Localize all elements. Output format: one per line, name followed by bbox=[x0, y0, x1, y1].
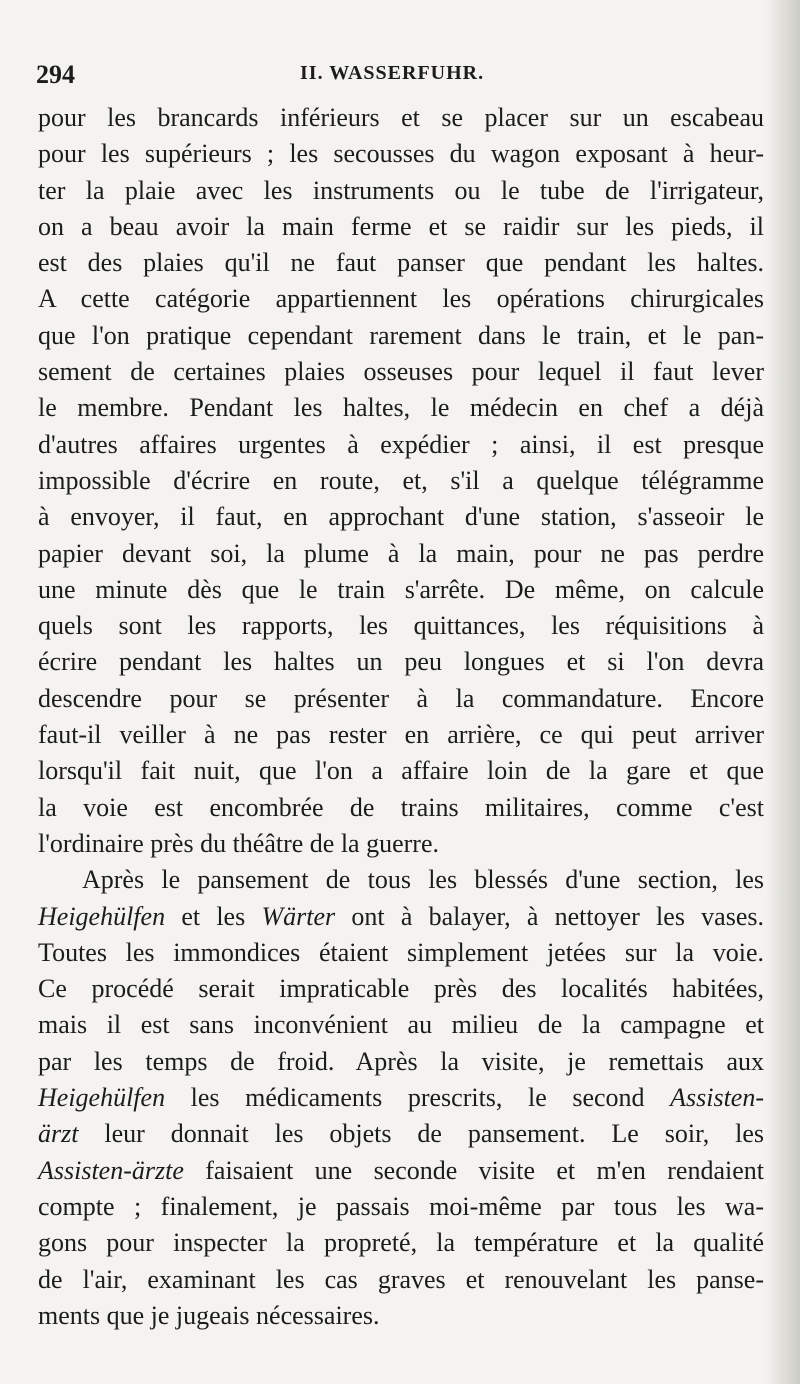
text-line: compte ; finalement, je passais moi-même par tous les wa- bbox=[38, 1191, 764, 1221]
text-line: Après le pansement de tous les blessés d'une section, les bbox=[82, 865, 764, 895]
text-line: une minute dès que le train s'arrête. De même, on calcule bbox=[38, 574, 764, 604]
text-line bbox=[38, 1153, 764, 1189]
text-line: écrire pendant les haltes un peu longues et si l'on devra bbox=[38, 647, 764, 677]
text-line: impossible d'écrire en route, et, s'il a quelque télégramme bbox=[38, 465, 764, 495]
italic-term: Wärter bbox=[261, 901, 336, 931]
italic-term: Heigehülfen bbox=[38, 901, 166, 931]
text-line: on a beau avoir la main ferme et se raidir sur les pieds, il bbox=[38, 211, 764, 241]
text-line: de l'air, examinant les cas graves et renouvelant les panse- bbox=[38, 1264, 764, 1294]
text-line: Toutes les immondices étaient simplement jetées sur la voie. bbox=[38, 937, 764, 967]
text-run: leur donnait les objets de pansement. Le soir, les bbox=[78, 1119, 764, 1149]
text-line: est des plaies qu'il ne faut panser que pendant les haltes. bbox=[38, 248, 764, 278]
text-line: d'autres affaires urgentes à expédier ; ainsi, il est presque bbox=[38, 429, 764, 459]
text-line: papier devant soi, la plume à la main, pour ne pas perdre bbox=[38, 538, 764, 568]
italic-term: ärzt bbox=[38, 1119, 79, 1149]
text-line: la voie est encombrée de trains militaires, comme c'est bbox=[38, 792, 764, 822]
text-line: que l'on pratique cependant rarement dans le train, et le pan- bbox=[38, 320, 764, 350]
text-line: mais il est sans inconvénient au milieu de la campagne et bbox=[38, 1010, 764, 1040]
text-line: A cette catégorie appartiennent les opérations chirurgicales bbox=[38, 284, 764, 314]
text-line: gons pour inspecter la propreté, la température et la qualité bbox=[38, 1228, 764, 1258]
text-line: pour les brancards inférieurs et se placer sur un escabeau bbox=[38, 103, 764, 132]
text-run: faisaient une seconde visite et m'en rendaient bbox=[183, 1155, 764, 1185]
text-line: sement de certaines plaies osseuses pour lequel il faut lever bbox=[38, 357, 764, 387]
text-line: descendre pour se présenter à la commandature. Encore bbox=[38, 683, 764, 713]
text-run: ont à balayer, à nettoyer les vases. bbox=[335, 901, 764, 931]
body-text bbox=[38, 100, 764, 1334]
running-head: II. WASSERFUHR. bbox=[300, 62, 485, 84]
italic-term: Assisten- bbox=[670, 1083, 764, 1113]
text-line: quels sont les rapports, les quittances, les réquisitions à bbox=[38, 611, 764, 641]
italic-term: Heigehülfen bbox=[38, 1083, 166, 1113]
text-line: pour les supérieurs ; les secousses du wagon exposant à heur- bbox=[38, 139, 764, 169]
italic-term: Assisten-ärzte bbox=[38, 1155, 184, 1185]
text-line bbox=[38, 1116, 764, 1152]
text-run: les médicaments prescrits, le second bbox=[165, 1083, 671, 1113]
paragraph-1 bbox=[38, 100, 764, 862]
text-line bbox=[38, 899, 764, 935]
text-line: ments que je jugeais nécessaires. bbox=[38, 1300, 380, 1330]
text-line: l'ordinaire près du théâtre de la guerre. bbox=[38, 828, 439, 858]
paragraph-2 bbox=[38, 862, 764, 1334]
text-line: Ce procédé serait impraticable près des localités habitées, bbox=[38, 974, 764, 1004]
text-line: le membre. Pendant les haltes, le médecin en chef a déjà bbox=[38, 393, 764, 423]
page-number: 294 bbox=[36, 60, 75, 89]
page-header bbox=[36, 56, 764, 90]
text-line: par les temps de froid. Après la visite, je remettais aux bbox=[38, 1046, 764, 1076]
page-edge-shadow bbox=[766, 0, 800, 1384]
text-line: lorsqu'il fait nuit, que l'on a affaire loin de la gare et que bbox=[38, 756, 764, 786]
text-line: ter la plaie avec les instruments ou le tube de l'irrigateur, bbox=[38, 175, 764, 205]
text-line bbox=[38, 1080, 764, 1116]
text-run: et les bbox=[165, 901, 262, 931]
text-line: faut-il veiller à ne pas rester en arrière, ce qui peut arriver bbox=[38, 720, 764, 750]
text-line: à envoyer, il faut, en approchant d'une station, s'asseoir le bbox=[38, 502, 764, 532]
